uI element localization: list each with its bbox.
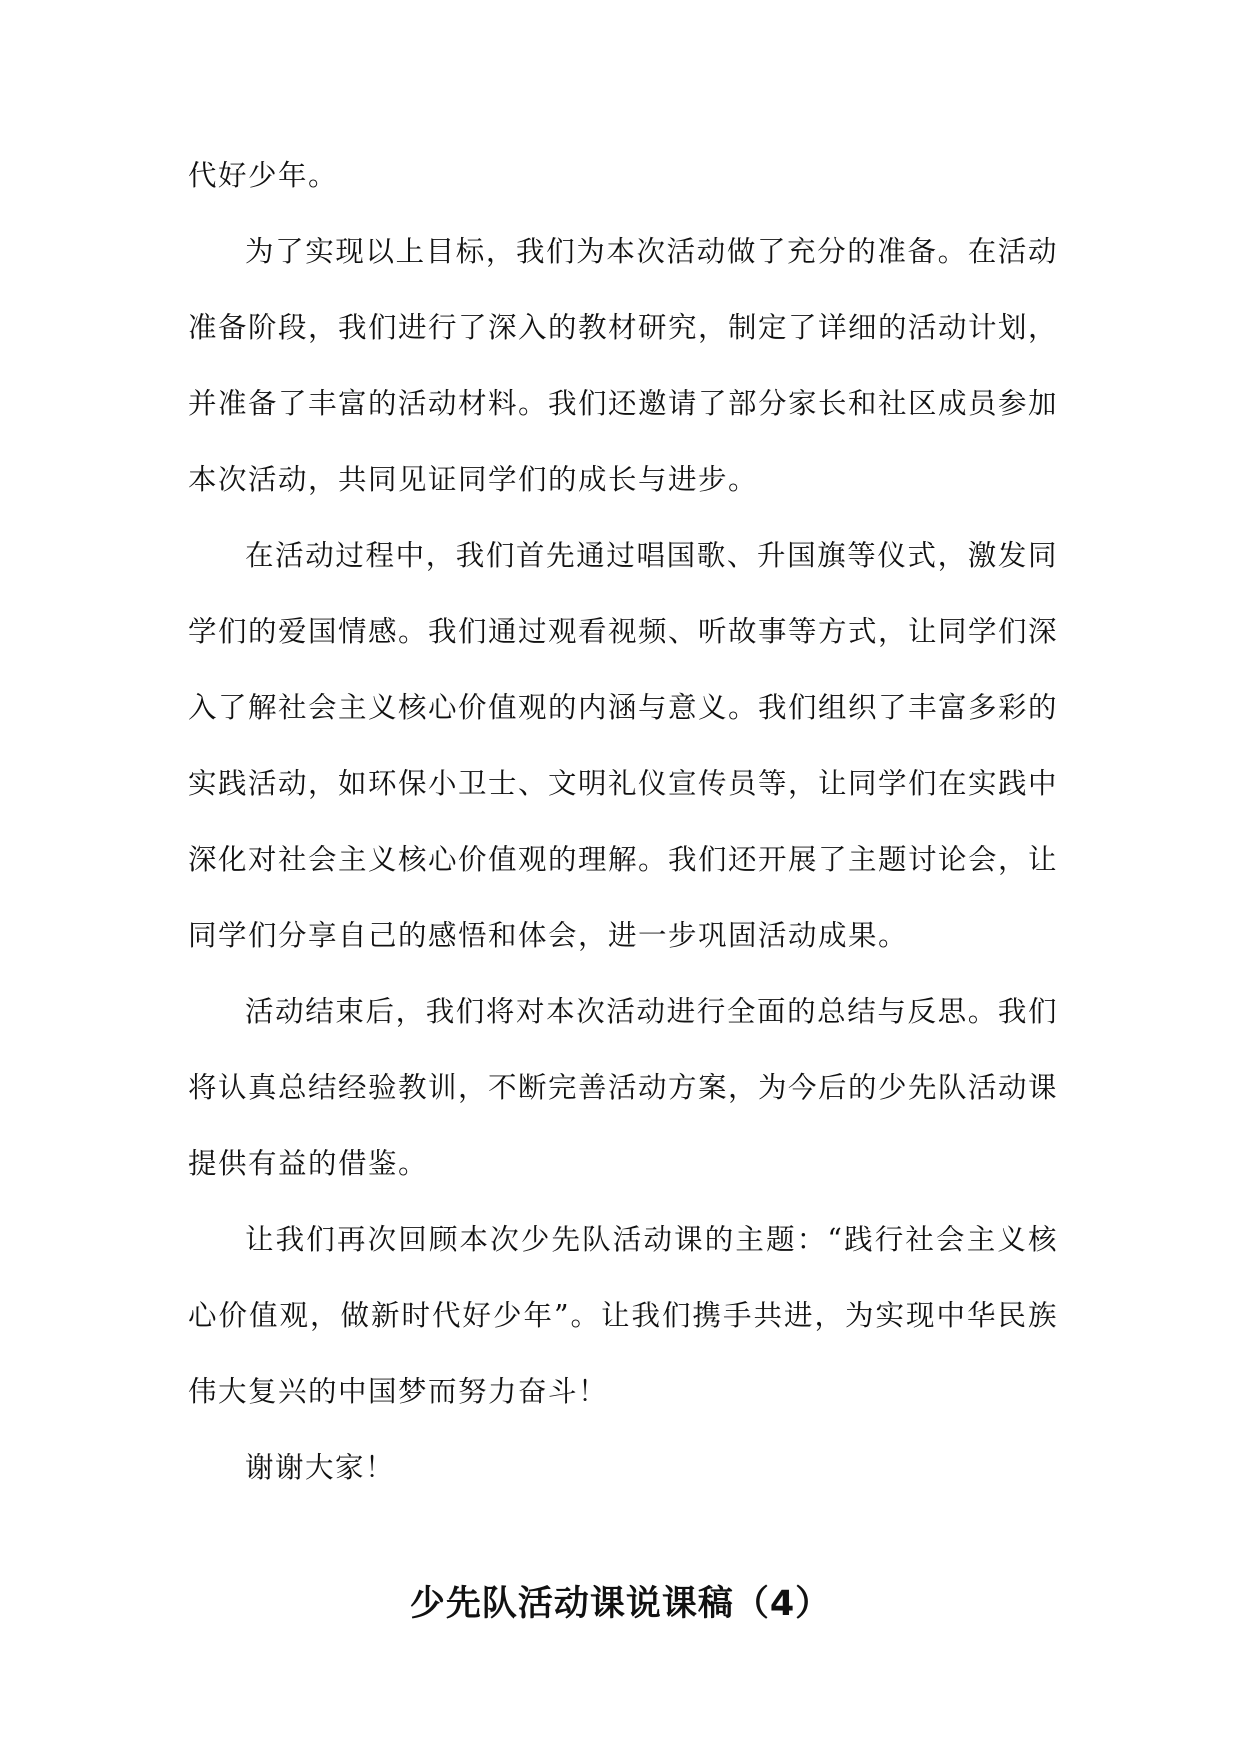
paragraph-6: 谢谢大家！ [245,1451,396,1484]
paragraph-1: 代好少年。 [188,159,339,192]
paragraph-2: 为了实现以上目标，我们为本次活动做了充分的准备。在活动准备阶段，我们进行了深入的教材研究，制定了详细的活动计划，并准备了丰富的活动材料。我们还邀请了部分家长和社区成员参加本次活动，共同见证同学们的成长与进步。 [188,235,1059,496]
paragraph-4: 活动结束后，我们将对本次活动进行全面的总结与反思。我们将认真总结经验教训，不断完善活动方案，为今后的少先队活动课提供有益的借鉴。 [188,995,1059,1180]
paragraph-3: 在活动过程中，我们首先通过唱国歌、升国旗等仪式，激发同学们的爱国情感。我们通过观看视频、听故事等方式，让同学们深入了解社会主义核心价值观的内涵与意义。我们组织了丰富多彩的实践活动，如环保小卫士、文明礼仪宣传员等，让同学们在实践中深化对社会主义核心价值观的理解。我们还开展了主题讨论会，让同学们分享自己的感悟和体会，进一步巩固活动成果。 [188,539,1059,952]
section-heading: 少先队活动课说课稿（4） [409,1584,832,1624]
document-body [188,138,1058,1506]
paragraph-5: 让我们再次回顾本次少先队活动课的主题：“践行社会主义核心价值观，做新时代好少年”。让我们携手共进，为实现中华民族伟大复兴的中国梦而努力奋斗！ [188,1223,1058,1408]
